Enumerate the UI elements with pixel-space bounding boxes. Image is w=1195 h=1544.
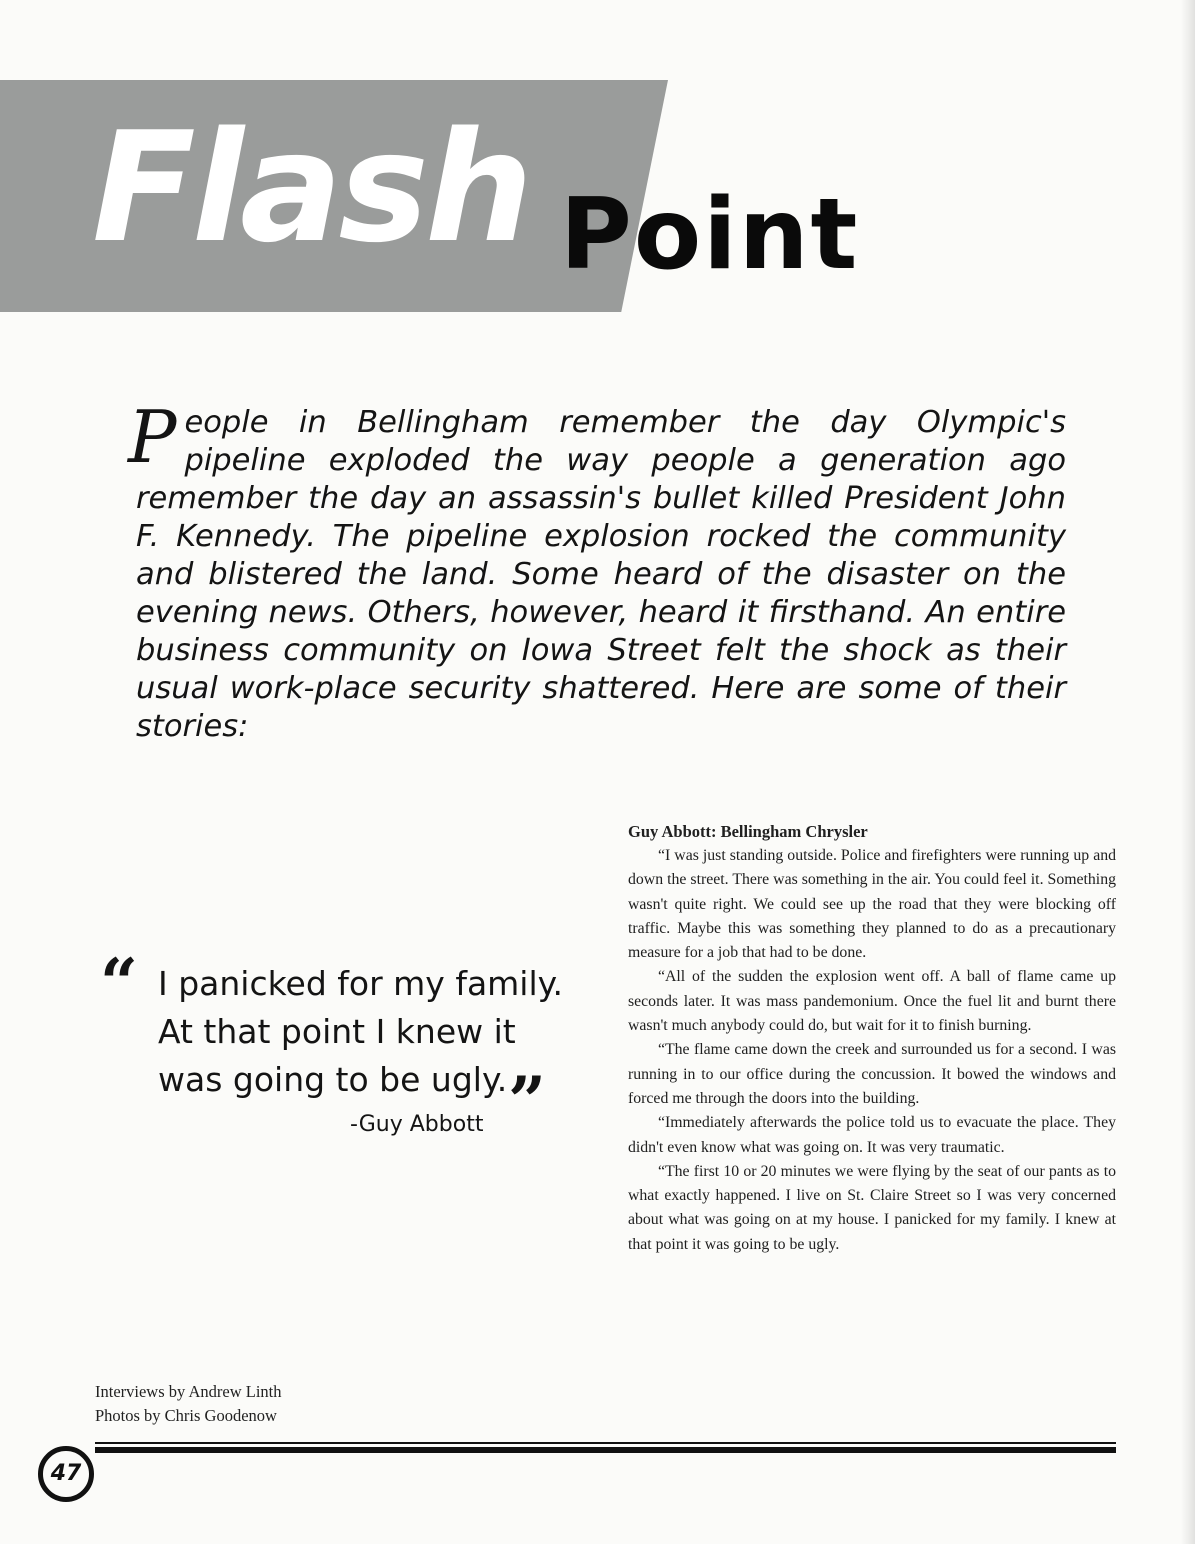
story-paragraph: “Immediately afterwards the police told us to evacuate the place. They didn't even know what was going on. It was very traumatic. [628,1114,1116,1156]
close-quote-mark: ” [508,1062,546,1140]
story-paragraph: “I was just standing outside. Police and firefighters were running up and down the street. There was something in the air. You could feel it. Something wasn't quite right. We could see up the road that they were blocking off traffic. Maybe this was something they planned to do as a precautionary measure for a job that had to be done. [628,847,1116,962]
intro-dropcap: P [128,395,177,479]
pull-quote-line: I panicked for my family. [158,964,563,1003]
story-heading: Guy Abbott: Bellingham Chrysler [628,822,868,841]
footer-rule-thin [95,1442,1116,1444]
story-paragraph: “The first 10 or 20 minutes we were flying by the seat of our pants as to what exactly happened. I live on St. Claire Street so I was very concerned about what was going on at my house. I panicked for my family. I knew at that point it was going to be ugly. [628,1162,1116,1253]
photos-credit: Photos by Chris Goodenow [95,1406,277,1425]
story-paragraph: “All of the sudden the explosion went off. A ball of flame came up seconds later. It was mass pandemonium. Once the fuel lit and burnt there wasn't much anybody could do, but wait for it to finish burning. [628,968,1116,1035]
interviews-credit: Interviews by Andrew Linth [95,1382,282,1401]
story-paragraph: “The flame came down the creek and surrounded us for a second. I was running in to our office during the concussion. It bowed the windows and forced me through the doors into the building. [628,1041,1116,1107]
interview-story [628,820,1116,1257]
pull-quote [100,944,570,1140]
open-quote-mark: “ [100,944,138,1022]
page-edge-shadow [1181,0,1195,1544]
pull-quote-attribution: -Guy Abbott [350,1112,484,1137]
title-flash: Flash [92,99,530,276]
footer-rule-thick [95,1447,1116,1453]
pull-quote-line: was going to be ugly. [158,1060,508,1099]
intro-paragraph [128,395,1066,746]
page-number-badge: 47 [38,1446,94,1502]
intro-text: eople in Bellingham remember the day Olympic's pipeline exploded the way people a generation ago remember the day an assassin's bullet killed President John F. Kennedy. The pipeline explosion rocked the community and blistered the land. Some heard of the disaster on the evening news. Others, however, heard it firsthand. An entire business community on Iowa Street felt the shock as their usual work-place security shattered. Here are some of their stories: [136,405,1066,744]
title-point: Point [560,178,860,292]
credits [95,1380,282,1428]
pull-quote-line: At that point I knew it [158,1012,516,1051]
